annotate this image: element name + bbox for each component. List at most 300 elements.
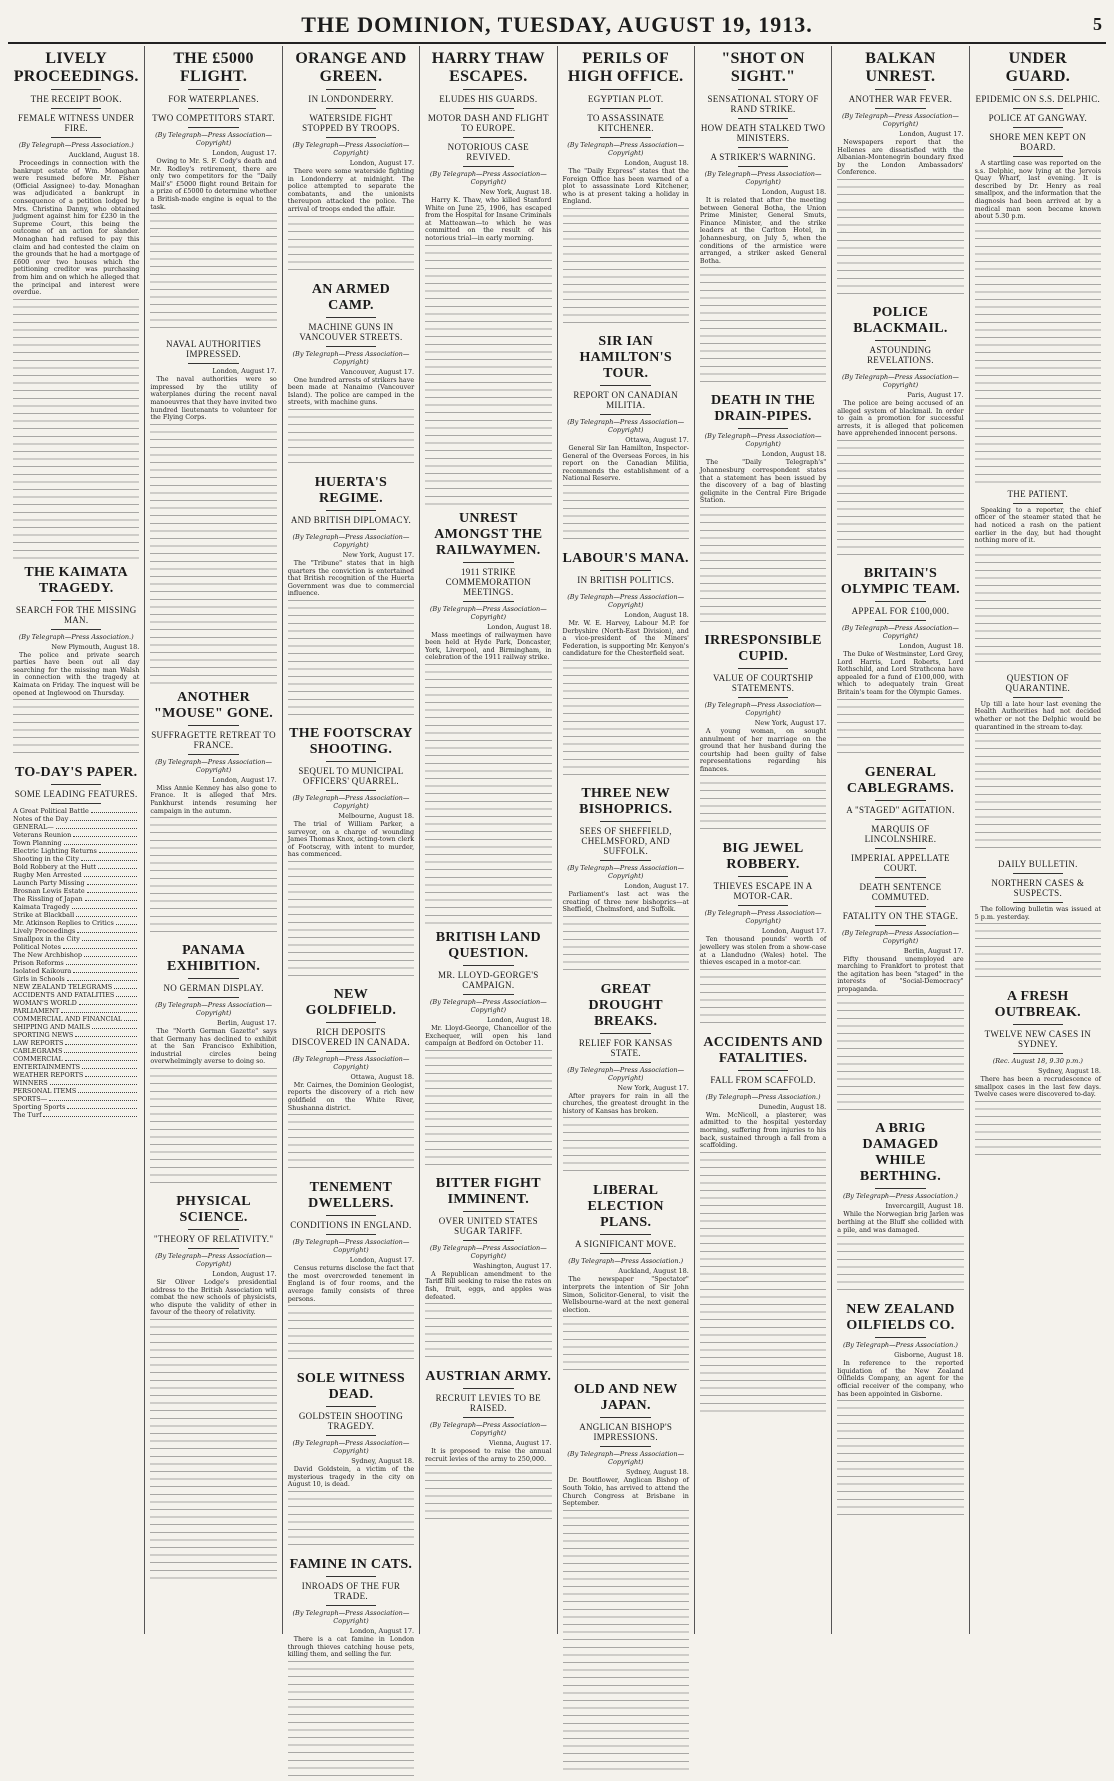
index-leader xyxy=(98,863,137,869)
index-leader xyxy=(77,927,137,933)
divider-rule xyxy=(600,570,651,571)
divider-rule xyxy=(875,848,926,849)
index-label: Prison Reforms xyxy=(13,959,64,968)
index-label: Sporting Sports xyxy=(13,1103,66,1112)
article-credit: (By Telegraph—Press Association—Copyright) xyxy=(567,141,685,157)
article-body: Mass meetings of railwaymen have been held at Hyde Park, Doncaster, York, Liverpool, and Birmingham, in celebration of the 1911 railway strike. xyxy=(425,630,552,662)
index-entry xyxy=(13,879,139,887)
article-subheading: TWO COMPETITORS START. xyxy=(152,113,275,123)
divider-rule xyxy=(463,137,514,138)
article-dateline: Vienna, August 17. xyxy=(489,1439,552,1448)
divider-rule xyxy=(875,906,926,907)
index-label: SHIPPING AND MAILS xyxy=(13,1023,91,1032)
article-body: David Goldstein, a victim of the mysterious tragedy in the city on August 10, is dead. xyxy=(287,1465,415,1489)
column xyxy=(283,46,420,1659)
index-leader xyxy=(50,1079,138,1085)
divider-rule xyxy=(188,1229,239,1230)
article-continuation xyxy=(837,1236,963,1296)
divider-rule xyxy=(1013,127,1064,128)
article-dateline: Gisborne, August 18. xyxy=(894,1351,964,1360)
index-label: Veterans Reunion xyxy=(13,831,72,840)
divider-rule xyxy=(188,108,239,109)
index-label: WINNERS xyxy=(13,1079,48,1088)
divider-rule xyxy=(326,1435,377,1436)
article-dateline: New York, August 17. xyxy=(342,550,415,559)
article-credit: (By Telegraph—Press Association—Copyright) xyxy=(842,623,959,640)
index-label: Electric Lighting Returns xyxy=(13,847,97,856)
article-dateline: London, August 17. xyxy=(212,149,277,157)
article-credit: (By Telegraph—Press Association—Copyright) xyxy=(292,141,410,157)
divider-rule xyxy=(326,89,377,90)
article-body: A Republican amendment to the Tariff Bill seeking to raise the rates on fish, fruit, eggs, and apples was defeated. xyxy=(425,1269,552,1301)
article-body: There were some waterside fighting in Londonderry at midnight. The police attempted to separate the combatants, and the unionists thereupon attacked the police. The arrival of troops ended the affair. xyxy=(287,167,415,213)
divider-rule xyxy=(1013,156,1064,157)
article-subheading: APPEAL FOR £100,000. xyxy=(851,605,950,616)
article-continuation xyxy=(975,733,1101,853)
article-headline: BITTER FIGHT IMMINENT. xyxy=(435,1175,541,1207)
index-label: Lively Proceedings xyxy=(13,927,76,936)
article xyxy=(837,50,963,299)
divider-rule xyxy=(738,428,789,429)
article-body: Mr. Lloyd-George, Chancellor of the Exchequer, will open his land campaign at Bedford on October 11. xyxy=(425,1023,552,1048)
article-body: Ten thousand pounds' worth of jewellery was stolen from a show-case at a Llandudno (Wales) hotel. The thieves escaped in a motor-car. xyxy=(699,935,827,967)
article-subheading: A SIGNIFICANT MOVE. xyxy=(575,1239,677,1250)
index-leader xyxy=(65,1039,137,1045)
article xyxy=(150,943,276,1188)
index-entry xyxy=(13,855,139,863)
divider-rule xyxy=(188,754,239,755)
article-headline: NEW ZEALAND OILFIELDS CO. xyxy=(846,1302,955,1334)
index-label: Shooting in the City xyxy=(13,855,79,864)
article-body: One hundred arrests of strikers have been made at Nanaimo (Vancouver Island). The police are camped in the streets, with machine guns. xyxy=(287,375,415,407)
article-subheading: THIEVES ESCAPE IN A MOTOR-CAR. xyxy=(713,881,813,902)
index-leader xyxy=(73,831,137,837)
article-headline: UNDER GUARD. xyxy=(1005,50,1071,85)
divider-rule xyxy=(326,761,377,762)
article-continuation xyxy=(288,1661,414,1781)
article-dateline: London, August 17. xyxy=(899,130,964,138)
article-dateline: Ottawa, August 18. xyxy=(350,1072,415,1081)
index-leader xyxy=(87,879,138,885)
article-subheading: NOTORIOUS CASE REVIVED. xyxy=(447,142,529,162)
article-subheading: RECRUIT LEVIES TO BE RAISED. xyxy=(435,1393,541,1414)
article-subheading: GOLDSTEIN SHOOTING TRAGEDY. xyxy=(298,1411,403,1432)
article-body: There is a cat famine in London through thieves catching house pets, killing them, and selling the fur. xyxy=(287,1635,415,1659)
article-continuation xyxy=(425,664,551,924)
divider-rule xyxy=(1013,89,1064,90)
article-credit: (By Telegraph—Press Association—Copyright) xyxy=(292,1054,410,1071)
divider-rule xyxy=(463,89,514,90)
article-credit: (By Telegraph—Press Association—Copyright) xyxy=(567,592,685,609)
article xyxy=(700,50,826,387)
article-subheading: DEATH SENTENCE COMMUTED. xyxy=(859,881,942,902)
divider-rule xyxy=(463,1211,514,1212)
divider-rule xyxy=(326,1234,377,1235)
article-subheading: SEES OF SHEFFIELD, CHELMSFORD, AND SUFFOLK. xyxy=(579,825,672,856)
article-continuation xyxy=(150,213,276,333)
index-leader xyxy=(84,871,138,877)
article-dateline: London, August 18. xyxy=(761,450,827,459)
index-label: GENERAL— xyxy=(13,823,54,832)
article-body: In reference to the reported liquidation of the New Zealand Oilfields Company, an agent for the official receiver of the company, who has been appointed in Gisborne. xyxy=(837,1359,964,1398)
article-body: Mr. Cairnes, the Dominion Geologist, reports the discovery of a rich new goldfield on the White River, Shushanna district. xyxy=(287,1080,415,1112)
article-body: Mr. W. E. Harvey, Labour M.P. for Derbyshire (North-East Division), and a vice-president of the Miners' Federation, is supporting Mr. Kenyon's candidature for the Chesterfield seat. xyxy=(562,618,689,658)
index-leader xyxy=(70,815,137,821)
index-leader xyxy=(84,951,137,957)
index-leader xyxy=(82,935,138,941)
article xyxy=(700,841,826,1028)
newspaper-columns xyxy=(8,46,1106,1659)
article xyxy=(425,930,551,1170)
article-subheading: MR. LLOYD-GEORGE'S CAMPAIGN. xyxy=(438,969,539,990)
divider-rule xyxy=(463,562,514,563)
article-headline: ORANGE AND GREEN. xyxy=(295,50,407,85)
article-body: Owing to Mr. S. F. Cody's death and Mr. Rodley's retirement, there are only two competitors for the "Daily Mail's" £5000 flight round Britain for a prize of £5000 to determine whether a British-made engine is equal to the task. xyxy=(150,157,277,211)
article-headline: PHYSICAL SCIENCE. xyxy=(176,1194,251,1226)
index-leader xyxy=(91,807,138,813)
article-headline: POLICE BLACKMAIL. xyxy=(853,304,948,336)
article-credit: (By Telegraph—Press Association—Copyright) xyxy=(842,928,959,945)
index-label: A Great Political Battle xyxy=(13,807,89,816)
index-leader xyxy=(72,903,138,909)
article-subheading: A "STAGED" AGITATION. xyxy=(846,804,955,815)
article-headline: A FRESH OUTBREAK. xyxy=(994,989,1081,1021)
article-headline: THE KAIMATA TRAGEDY. xyxy=(24,564,128,596)
index-entry xyxy=(13,1111,139,1119)
divider-rule xyxy=(875,369,926,370)
article-subheading: INROADS OF THE FUR TRADE. xyxy=(301,1581,401,1601)
article-credit: (By Telegraph—Press Association—Copyright) xyxy=(292,349,410,366)
index-label: PERSONAL ITEMS xyxy=(13,1087,77,1096)
article xyxy=(563,1183,689,1376)
index-label: Notes of the Day xyxy=(13,815,69,824)
divider-rule xyxy=(600,89,651,90)
article-dateline: Sydney, August 18. xyxy=(626,1468,689,1477)
divider-rule xyxy=(463,166,514,167)
index-label: Smallpox in the City xyxy=(13,935,80,944)
divider-rule xyxy=(51,629,102,630)
article-subheading: MACHINE GUNS IN VANCOUVER STREETS. xyxy=(299,321,403,342)
article-credit: (By Telegraph—Press Association—Copyright) xyxy=(429,1243,547,1260)
article-body: It is related that after the meeting between General Botha, the Union Prime Minister, General Smuts, Finance Minister, and the strike leaders at the Carlton Hotel, in Johannesburg, on July 5, when the conditions of the armistice were arranged, a striker asked General Botha. xyxy=(699,196,827,265)
index-leader xyxy=(82,1063,137,1069)
article-dateline: New York, August 17. xyxy=(617,1083,689,1092)
index-entry xyxy=(13,1079,139,1087)
article-continuation xyxy=(700,1152,826,1412)
divider-rule xyxy=(600,137,651,138)
column xyxy=(8,46,145,1634)
article-headline: BRITAIN'S OLYMPIC TEAM. xyxy=(840,565,960,597)
article-body: A young woman, on sought annulment of her marriage on the ground that her husband during the courtship had been guilty of false representations regarding his finances. xyxy=(699,726,827,773)
article-body: The Duke of Westminster, Lord Grey, Lord Harris, Lord Roberts, Lord Rothschild, and Lord Strathcona have appealed for a fund of £100,000, with which to adequately train Great Britain's team for the Olympic Games. xyxy=(837,649,964,696)
divider-rule xyxy=(600,860,651,861)
index-entry xyxy=(13,1095,139,1103)
divider-rule xyxy=(188,997,239,998)
article-body: The naval authorities were so impressed by the utility of waterplanes during the recent naval manoeuvres that they have invited two hundred lieutenants to volunteer for the Flying Corps. xyxy=(150,375,277,422)
divider-rule xyxy=(326,790,377,791)
divider-rule xyxy=(600,1446,651,1447)
index-label: Mr. Atkinson Replies to Critics xyxy=(13,919,114,928)
article-credit: (By Telegraph—Press Association—Copyright) xyxy=(155,757,272,774)
article-continuation xyxy=(13,699,139,759)
article-dateline: London, August 17. xyxy=(624,881,689,890)
article-credit: (By Telegraph—Press Association.) xyxy=(18,141,134,149)
article xyxy=(288,50,414,276)
page-title: THE DOMINION, TUESDAY, AUGUST 19, 1913. xyxy=(301,12,813,37)
divider-rule xyxy=(326,1051,377,1052)
index-entry xyxy=(13,831,139,839)
article-dateline: London, August 18. xyxy=(624,610,689,619)
column xyxy=(420,46,557,1634)
article-subheading: RICH DEPOSITS DISCOVERED IN CANADA. xyxy=(291,1026,410,1047)
article-headline: LABOUR'S MANA. xyxy=(562,550,689,566)
article-credit: (By Telegraph—Press Association—Copyright) xyxy=(429,997,547,1014)
article-body: The "North German Gazette" says that Germany has declined to exhibit at the San Francisco Exhibition, industrial circles being overwhelmingly averse to doing so. xyxy=(150,1027,277,1066)
index-entry xyxy=(13,887,139,895)
article xyxy=(837,1302,963,1520)
article-subheading: FALL FROM SCAFFOLD. xyxy=(710,1074,816,1085)
divider-rule xyxy=(326,137,377,138)
article xyxy=(425,1176,551,1363)
article-subheading: CONDITIONS IN ENGLAND. xyxy=(290,1220,412,1231)
divider-rule xyxy=(188,978,239,979)
divider-rule xyxy=(738,166,789,167)
index-label: The Turf xyxy=(13,1111,42,1120)
index-label: CABLEGRAMS xyxy=(13,1047,63,1056)
article-continuation xyxy=(837,179,963,299)
index-entry xyxy=(13,1063,139,1071)
article-dateline: New York, August 18. xyxy=(479,188,552,196)
article-subheading: RELIEF FOR KANSAS STATE. xyxy=(578,1037,673,1058)
divider-rule xyxy=(600,1417,651,1418)
index-entry xyxy=(13,951,139,959)
article-credit: (By Telegraph—Press Association—Copyright) xyxy=(842,112,959,128)
index-leader xyxy=(67,1103,137,1109)
index-leader xyxy=(56,823,138,829)
index-label: SPORTS— xyxy=(13,1095,48,1104)
divider-rule xyxy=(875,620,926,621)
index-entry xyxy=(13,1031,139,1039)
article-dateline: London, August 17. xyxy=(761,927,827,936)
index-entry xyxy=(13,863,139,871)
article-dateline: London, August 18. xyxy=(761,188,827,196)
article xyxy=(150,690,276,937)
article-body: It is proposed to raise the annual recruit levies of the army to 250,000. xyxy=(425,1447,552,1463)
index-leader xyxy=(78,1087,137,1093)
article-headline: "SHOT ON SIGHT." xyxy=(721,50,805,85)
article-credit: (By Telegraph—Press Association—Copyright) xyxy=(567,1450,685,1467)
article-credit: (By Telegraph—Press Association—Copyright) xyxy=(704,170,822,186)
divider-rule xyxy=(51,89,102,90)
article xyxy=(425,50,551,505)
divider-rule xyxy=(326,1215,377,1216)
index-leader xyxy=(85,1071,137,1077)
article-credit: (By Telegraph—Press Association—Copyright) xyxy=(155,131,272,147)
divider-rule xyxy=(875,877,926,878)
index-label: Strike at Blackball xyxy=(13,911,75,920)
article-continuation xyxy=(13,299,139,559)
article xyxy=(288,1557,414,1781)
divider-rule xyxy=(738,1070,789,1071)
index-entry xyxy=(13,959,139,967)
article-dateline: New Plymouth, August 18. xyxy=(51,642,140,651)
article-continuation xyxy=(288,1114,414,1174)
divider-rule xyxy=(463,1388,514,1389)
divider-rule xyxy=(600,108,651,109)
index-entry xyxy=(13,975,139,983)
article-subheading: WATERSIDE FIGHT STOPPED BY TROOPS. xyxy=(302,113,400,133)
article-dateline: Vancouver, August 17. xyxy=(340,367,415,376)
article-credit: (By Telegraph—Press Association—Copyright) xyxy=(429,1421,547,1438)
article-body: The following bulletin was issued at 5 p.m. yesterday. xyxy=(974,905,1101,921)
article-dateline: London, August 17. xyxy=(212,367,277,376)
article-dateline: London, August 18. xyxy=(487,622,552,631)
index-label: Rugby Men Arrested xyxy=(13,871,82,880)
divider-rule xyxy=(738,118,789,119)
divider-rule xyxy=(1013,873,1064,874)
divider-rule xyxy=(738,89,789,90)
divider-rule xyxy=(875,819,926,820)
article-continuation xyxy=(288,216,414,276)
index-leader xyxy=(65,1055,138,1061)
index-entry xyxy=(13,903,139,911)
divider-rule xyxy=(188,725,239,726)
index-label: PARLIAMENT xyxy=(13,1007,60,1016)
article xyxy=(700,393,826,627)
divider-rule xyxy=(738,668,789,669)
article-subheading: SHORE MEN KEPT ON BOARD. xyxy=(989,132,1087,152)
article-subheading: THE PATIENT. xyxy=(1007,488,1069,499)
index-entry xyxy=(13,815,139,823)
article-body: The police are being accused of an alleged system of blackmail. In order to gain a promotion for successful arrests, it is alleged that policemen have apprehended innocent persons. xyxy=(837,398,964,438)
article xyxy=(837,566,963,759)
article-body: Harry K. Thaw, who killed Stanford White on June 25, 1906, has escaped from the Hospital for Insane Criminals at Matteawan—to which he was committed on the result of his notorious trial—in early morning. xyxy=(425,196,552,242)
article-credit: (By Telegraph—Press Association.) xyxy=(568,1257,684,1266)
article-body: Miss Annie Kenney has also gone to France. It is alleged that Mrs. Pankhurst intends resuming her campaign in the autumn. xyxy=(150,783,277,815)
divider-rule xyxy=(51,108,102,109)
index-label: Launch Party Missing xyxy=(13,879,85,888)
index-leader xyxy=(73,967,137,973)
article-dateline: Paris, August 17. xyxy=(907,390,964,399)
divider-rule xyxy=(1013,108,1064,109)
article xyxy=(150,339,276,684)
article-credit: (By Telegraph—Press Association—Copyright) xyxy=(429,170,547,186)
divider-rule xyxy=(1013,503,1064,504)
article-credit: (By Telegraph—Press Association.) xyxy=(842,1192,958,1201)
article-headline: SOLE WITNESS DEAD. xyxy=(296,1371,405,1403)
divider-rule xyxy=(1013,1024,1064,1025)
divider-rule xyxy=(188,127,239,128)
article-credit: (By Telegraph—Press Association—Copyright) xyxy=(292,1439,410,1456)
article-credit: (By Telegraph—Press Association—Copyright) xyxy=(429,604,547,621)
article-headline: OLD AND NEW JAPAN. xyxy=(573,1382,678,1414)
article-continuation xyxy=(975,223,1101,483)
article-continuation xyxy=(975,923,1101,983)
article xyxy=(425,1369,551,1525)
index-label: Isolated Kaikoura xyxy=(13,967,72,976)
article-continuation xyxy=(563,208,689,328)
article-subheading: TO ASSASSINATE KITCHENER. xyxy=(587,113,665,133)
article-headline: HUERTA'S REGIME. xyxy=(314,474,388,506)
article-dateline: New York, August 17. xyxy=(754,718,827,727)
article-headline: ANOTHER "MOUSE" GONE. xyxy=(154,689,274,721)
article-dateline: Dunedin, August 18. xyxy=(758,1102,827,1111)
article-headline: BALKAN UNREST. xyxy=(865,50,936,85)
article-headline: AUSTRIAN ARMY. xyxy=(425,1369,552,1385)
article-body: General Sir Ian Hamilton, Inspector-General of the Overseas Forces, in his report on the Canadian Militia, recommends the establishment of a National Reserve. xyxy=(562,443,689,483)
index-label: LAW REPORTS xyxy=(13,1039,64,1048)
divider-rule xyxy=(463,108,514,109)
index-entry xyxy=(13,983,139,991)
index-leader xyxy=(81,855,137,861)
article-continuation xyxy=(563,1117,689,1177)
article-headline: AN ARMED CAMP. xyxy=(311,281,391,313)
article-credit: (By Telegraph—Press Association—Copyright) xyxy=(292,1238,410,1255)
divider-rule xyxy=(326,108,377,109)
article-headline: ACCIDENTS AND FATALITIES. xyxy=(703,1034,823,1066)
index-label: WOMAN'S WORLD xyxy=(13,999,77,1008)
index-label: The New Archbishop xyxy=(13,951,83,960)
divider-rule xyxy=(738,147,789,148)
article-subheading: NO GERMAN DISPLAY. xyxy=(163,983,264,994)
article-headline: THREE NEW BISHOPRICS. xyxy=(579,785,673,817)
divider-rule xyxy=(326,1576,377,1577)
article-credit: (By Telegraph—Press Association—Copyright) xyxy=(292,1609,410,1625)
article xyxy=(563,786,689,976)
divider-rule xyxy=(600,1033,651,1034)
article-continuation xyxy=(837,1400,963,1520)
article-headline: LIBERAL ELECTION PLANS. xyxy=(587,1183,664,1231)
article-credit: (By Telegraph—Press Association—Copyright) xyxy=(842,372,959,389)
article-body: Newspapers report that the Hellenes are dissatisfied with the Albanian-Montenegrin boundary fixed by the London Ambassadors' Conference. xyxy=(837,138,964,177)
article xyxy=(563,982,689,1178)
index-entry xyxy=(13,871,139,879)
article-credit: (By Telegraph—Press Association—Copyright) xyxy=(704,700,822,717)
index-label: Kaimata Tragedy xyxy=(13,903,70,912)
article-subheading: VALUE OF COURTSHIP STATEMENTS. xyxy=(712,672,814,693)
article-dateline: London, August 17. xyxy=(349,1256,415,1265)
article xyxy=(288,475,414,720)
article-body: Census returns disclose the fact that the most overcrowded tenement in England is of four rooms, and the average family consists of three persons. xyxy=(287,1264,415,1303)
article-dateline: London, August 17. xyxy=(212,775,277,784)
index-leader xyxy=(64,1047,137,1053)
index-entry xyxy=(13,991,139,999)
article-continuation xyxy=(837,440,963,560)
index-entry xyxy=(13,1047,139,1055)
article-headline: IRRESPONSIBLE CUPID. xyxy=(704,632,822,664)
divider-rule xyxy=(875,1337,926,1338)
divider-rule xyxy=(1013,902,1064,903)
index-leader xyxy=(116,991,137,997)
index-entry xyxy=(13,895,139,903)
article-subheading: FATALITY ON THE STAGE. xyxy=(842,910,959,921)
article-credit: (By Telegraph—Press Association—Copyright) xyxy=(292,532,410,549)
article-continuation xyxy=(288,1305,414,1365)
article-continuation xyxy=(288,600,414,720)
article-headline: GREAT DROUGHT BREAKS. xyxy=(588,981,663,1029)
index-leader xyxy=(61,1007,137,1013)
article-body: While the Norwegian brig Jarlen was berthing at the Bluff she collided with a pile, and was damaged. xyxy=(837,1210,964,1234)
article-body: The police and private search parties have been out all day searching for the missing man Walsh in connection with the tragedy at Kaimata on Friday. The inquest will be opened at Inglewood on Thursday. xyxy=(13,650,140,697)
article-dateline: Berlin, August 17. xyxy=(216,1019,277,1028)
index-entry xyxy=(13,1055,139,1063)
article-continuation xyxy=(150,817,276,937)
divider-rule xyxy=(326,529,377,530)
article-dateline: Washington, August 17. xyxy=(473,1261,552,1270)
article-headline: FAMINE IN CATS. xyxy=(289,1557,413,1572)
index-leader xyxy=(64,839,138,845)
article-body: The "Daily Express" states that the Foreign Office has been warned of a plot to assassinate Lord Kitchener, who is at present taking a holiday in England. xyxy=(562,167,689,206)
